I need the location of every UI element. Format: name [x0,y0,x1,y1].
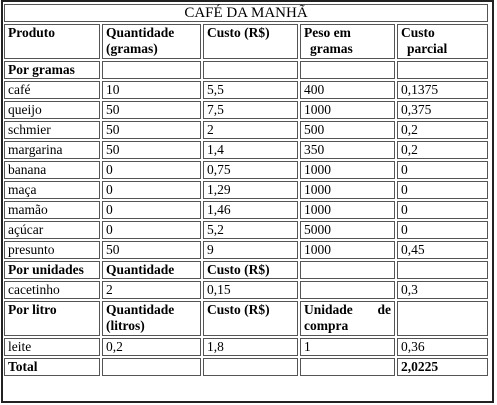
empty-cell [102,358,201,376]
unidades-quantidade-header: Quantidade [102,261,201,279]
table-row [4,161,488,179]
cell-produto: queijo [4,101,100,119]
cell-quantidade: 0 [102,201,201,219]
empty-cell [203,61,298,79]
empty-cell [397,301,488,336]
title-row [4,4,488,22]
cell-produto: cacetinho [4,281,100,299]
table-row [4,101,488,119]
empty-cell [203,358,298,376]
empty-cell [300,358,395,376]
cell-peso: 1000 [300,201,395,219]
section-row-litro [4,301,488,336]
cell-quantidade: 50 [102,101,201,119]
header-peso: Peso em gramas [300,24,395,59]
cell-produto: banana [4,161,100,179]
cell-custo: 1,4 [203,141,298,159]
cell-custo: 1,46 [203,201,298,219]
cell-peso: 1000 [300,181,395,199]
header-custo: Custo (R$) [203,24,298,59]
cell-parcial: 0 [397,161,488,179]
cell-quantidade: 50 [102,241,201,259]
cell-parcial: 0,3 [397,281,488,299]
cell-quantidade: 0 [102,221,201,239]
cell-parcial: 0,2 [397,141,488,159]
cell-custo: 1,8 [203,338,298,356]
cell-quantidade: 50 [102,121,201,139]
cell-custo: 9 [203,241,298,259]
table-row [4,221,488,239]
cell-parcial: 0,1375 [397,81,488,99]
cell-custo: 2 [203,121,298,139]
cell-custo: 7,5 [203,101,298,119]
cell-produto: presunto [4,241,100,259]
cell-quantidade: 50 [102,141,201,159]
cell-produto: mamão [4,201,100,219]
cell-peso: 1000 [300,241,395,259]
cell-quantidade: 0 [102,181,201,199]
cell-produto: schmier [4,121,100,139]
total-value: 2,0225 [397,358,488,376]
empty-cell [102,61,201,79]
cell-quantidade: 2 [102,281,201,299]
cell-custo: 5,5 [203,81,298,99]
header-produto: Produto [4,24,100,59]
litro-custo-header: Custo (R$) [203,301,298,336]
cell-peso: 400 [300,81,395,99]
section-label-gramas: Por gramas [4,61,100,79]
cell-parcial: 0 [397,221,488,239]
litro-quantidade-header: Quantidade (litros) [102,301,201,336]
section-row-gramas [4,61,488,79]
cell-peso: 5000 [300,221,395,239]
empty-cell [397,61,488,79]
cell-produto: açúcar [4,221,100,239]
empty-cell [300,261,395,279]
cell-produto: margarina [4,141,100,159]
header-quantidade: Quantidade (gramas) [102,24,201,59]
table-row [4,181,488,199]
cell-custo: 0,75 [203,161,298,179]
empty-cell [300,61,395,79]
cell-peso: 1 [300,338,395,356]
cell-peso: 500 [300,121,395,139]
table-row [4,338,488,356]
empty-cell [397,261,488,279]
total-label: Total [4,358,100,376]
litro-unidade-header: Unidade de compra [300,301,395,336]
cell-quantidade: 10 [102,81,201,99]
table-title: CAFÉ DA MANHÃ [4,4,488,22]
cell-produto: maça [4,181,100,199]
cell-custo: 5,2 [203,221,298,239]
header-row [4,24,488,59]
cell-custo: 0,15 [203,281,298,299]
cell-parcial: 0 [397,201,488,219]
table-row [4,121,488,139]
table-row [4,281,488,299]
cell-parcial: 0,45 [397,241,488,259]
section-label-litro: Por litro [4,301,100,336]
cell-produto: café [4,81,100,99]
section-label-unidades: Por unidades [4,261,100,279]
table-row [4,201,488,219]
cell-peso [300,281,395,299]
cell-custo: 1,29 [203,181,298,199]
table-row [4,141,488,159]
table-row [4,241,488,259]
cell-quantidade: 0 [102,161,201,179]
unidades-custo-header: Custo (R$) [203,261,298,279]
cell-peso: 350 [300,141,395,159]
cell-peso: 1000 [300,101,395,119]
total-row [4,358,488,376]
cell-parcial: 0 [397,181,488,199]
breakfast-cost-table [2,2,490,378]
cell-peso: 1000 [300,161,395,179]
header-custo-parcial: Custo parcial [397,24,488,59]
cell-quantidade: 0,2 [102,338,201,356]
cell-parcial: 0,2 [397,121,488,139]
cell-produto: leite [4,338,100,356]
cell-parcial: 0,375 [397,101,488,119]
section-row-unidades [4,261,488,279]
cell-parcial: 0,36 [397,338,488,356]
table-row [4,81,488,99]
